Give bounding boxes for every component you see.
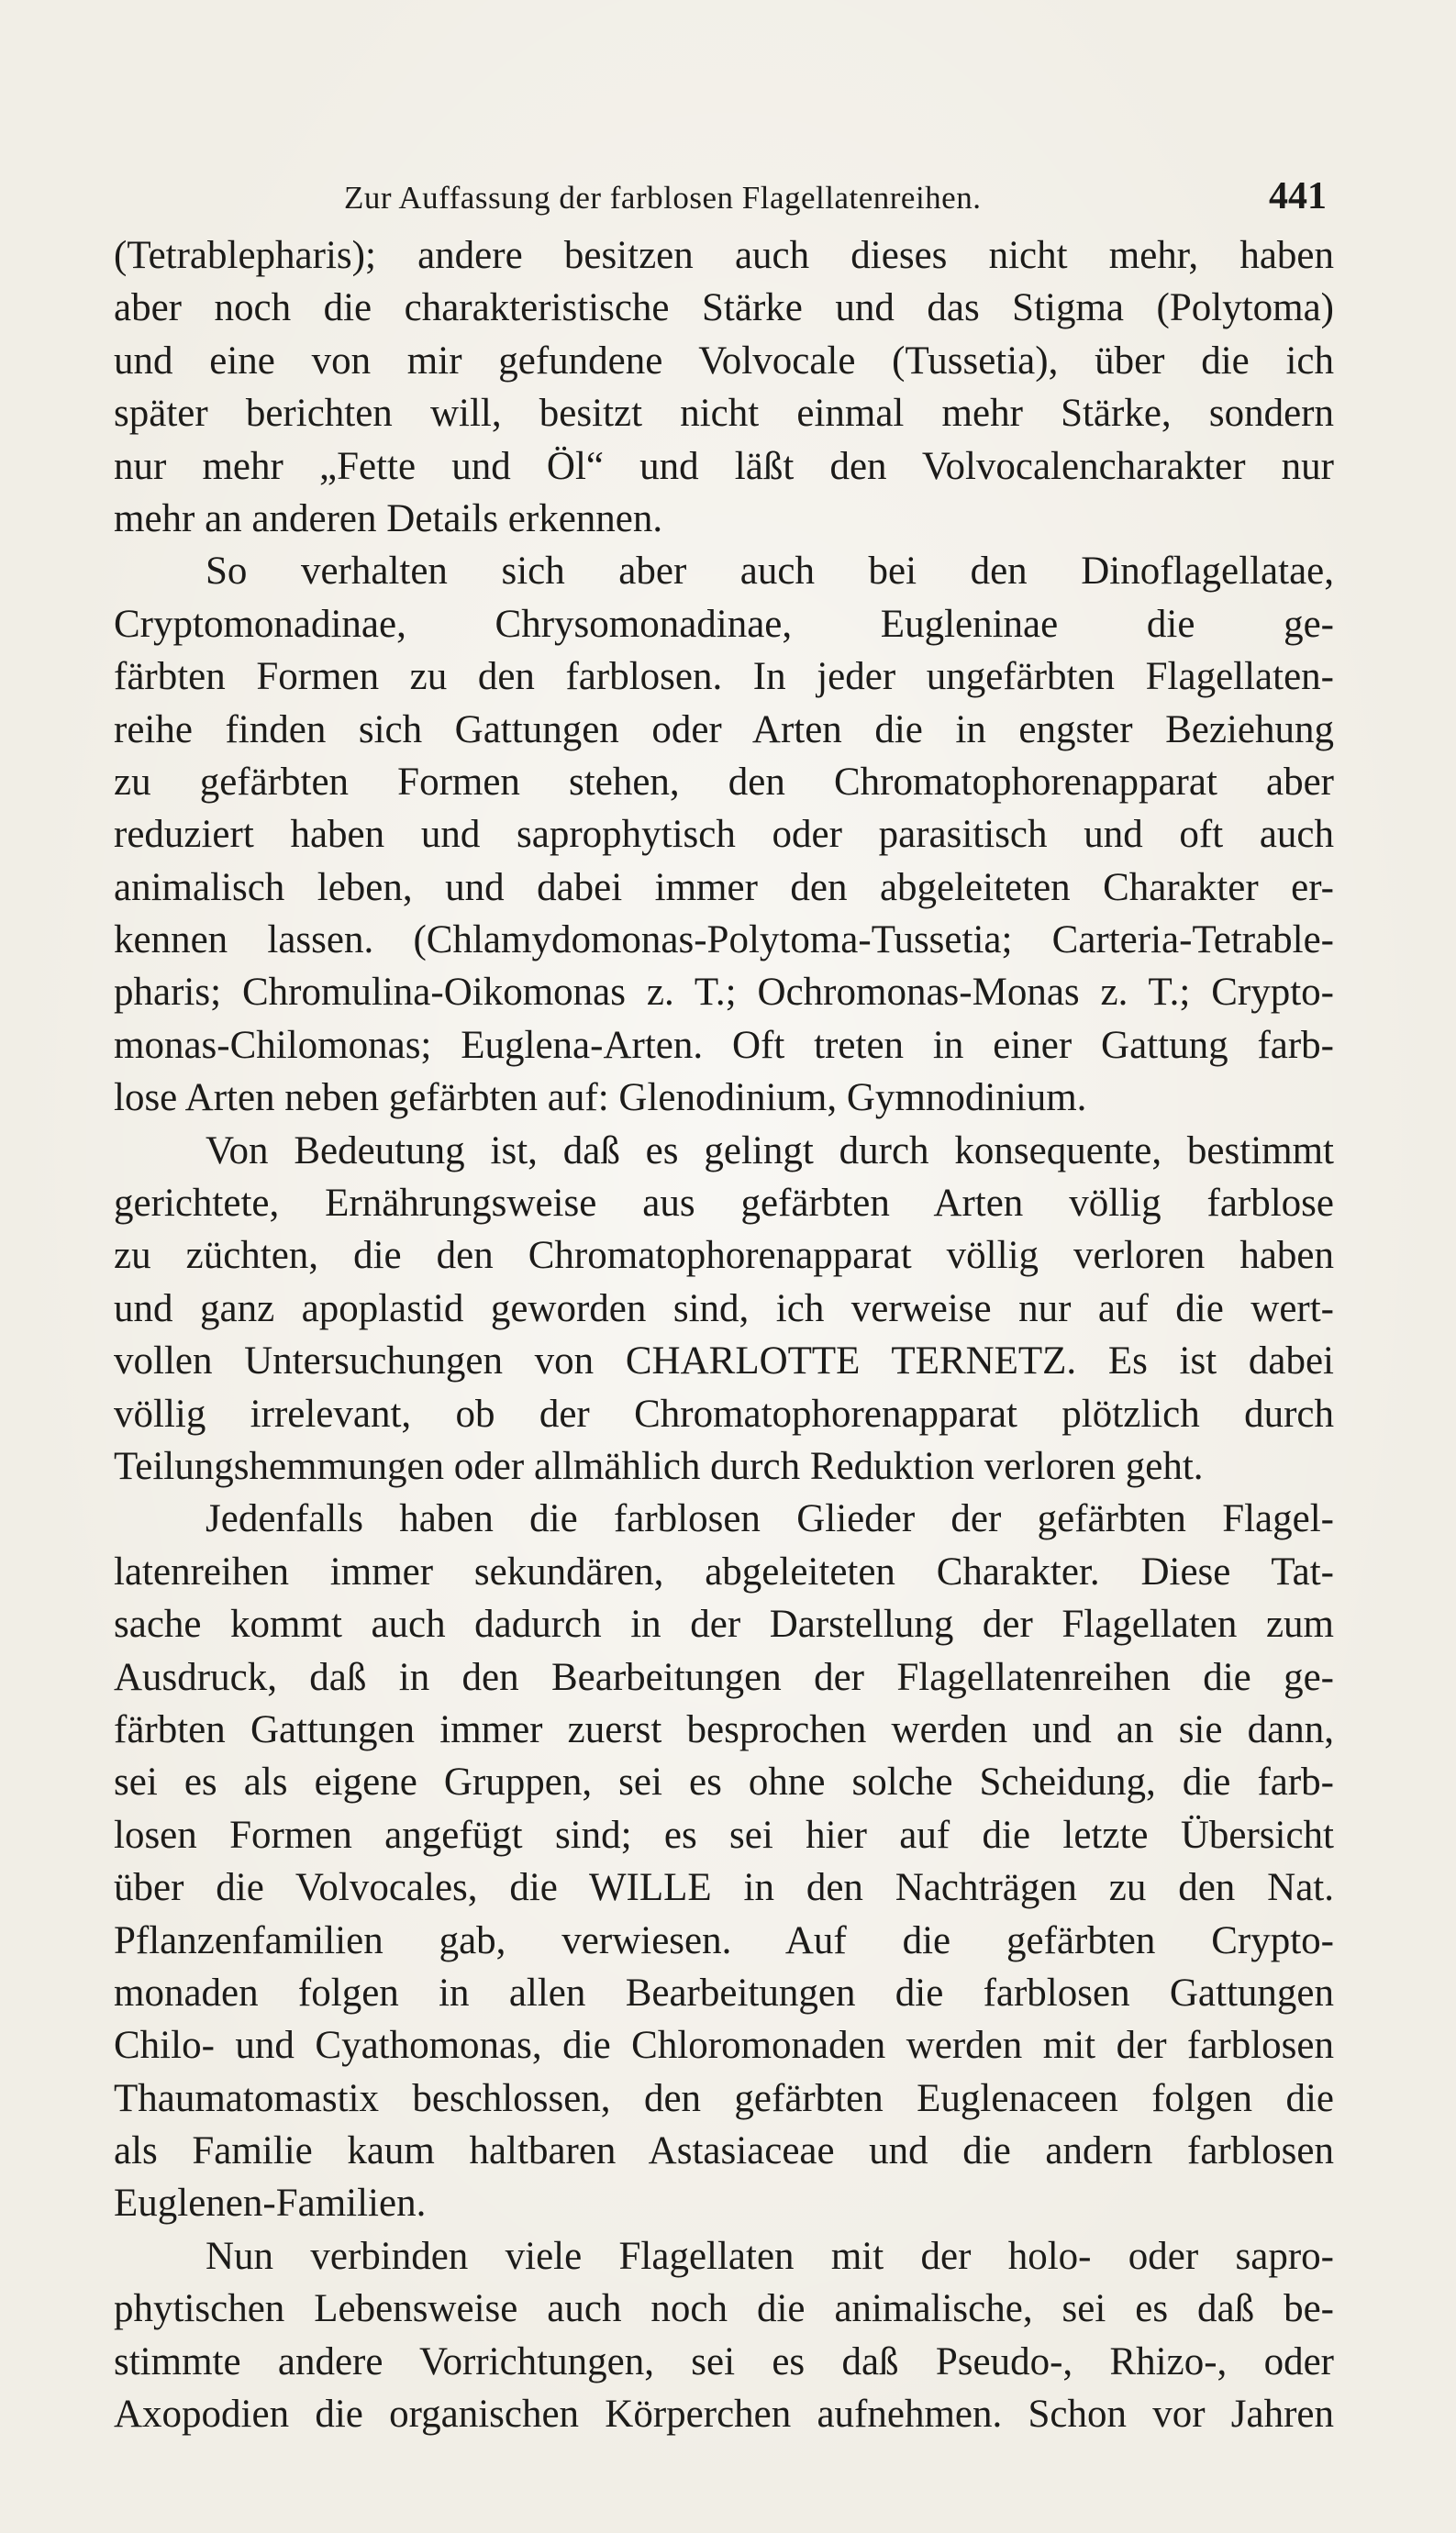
text-line: animalisch leben, und dabei immer den abgeleiteten Charakter er- [114, 865, 1334, 909]
page-number: 441 [1269, 175, 1327, 217]
text-line: sei es als eigene Gruppen, sei es ohne solche Scheidung, die farb- [114, 1761, 1334, 1805]
text-line: vollen Untersuchungen von CHARLOTTE TERNETZ. Es ist dabei [114, 1339, 1334, 1383]
text-line: als Familie kaum haltbaren Astasiaceae und die andern farblosen [114, 2129, 1334, 2173]
text-line: reihe finden sich Gattungen oder Arten die in engster Beziehung [114, 707, 1334, 751]
text-line: Jedenfalls haben die farblosen Glieder der gefärbten Flagel- [206, 1497, 1334, 1541]
text-line: und ganz apoplastid geworden sind, ich verweise nur auf die wert- [114, 1286, 1334, 1330]
text-line: aber noch die charakteristische Stärke und das Stigma (Polytoma) [114, 286, 1334, 330]
text-line: (Tetrablepharis); andere besitzen auch dieses nicht mehr, haben [114, 234, 1334, 277]
text-line: Pflanzenfamilien gab, verwiesen. Auf die gefärbten Crypto- [114, 1918, 1334, 1962]
running-title: Zur Auffassung der farblosen Flagellatenreihen. [344, 180, 982, 216]
text-line: phytischen Lebensweise auch noch die animalische, sei es daß be- [114, 2287, 1334, 2331]
text-line: latenreihen immer sekundären, abgeleiteten Charakter. Diese Tat- [114, 1550, 1334, 1594]
text-line: über die Volvocales, die WILLE in den Nachträgen zu den Nat. [114, 1866, 1334, 1910]
text-line: färbten Gattungen immer zuerst besprochen werden und an sie dann, [114, 1707, 1334, 1751]
text-line: mehr an anderen Details erkennen. [114, 496, 663, 540]
text-line: So verhalten sich aber auch bei den Dinoflagellatae, [206, 550, 1334, 594]
text-line: monas-Chilomonas; Euglena-Arten. Oft treten in einer Gattung farb- [114, 1023, 1334, 1067]
text-line: Cryptomonadinae, Chrysomonadinae, Eugleninae die ge- [114, 602, 1334, 646]
text-line: Euglenen-Familien. [114, 2182, 427, 2226]
text-line: lose Arten neben gefärbten auf: Glenodinium, Gymnodinium. [114, 1076, 1087, 1120]
text-line: monaden folgen in allen Bearbeitungen die farblosen Gattungen [114, 1971, 1334, 2015]
body-text [114, 229, 1334, 2440]
text-line: Chilo- und Cyathomonas, die Chloromonaden werden mit der farblosen [114, 2024, 1334, 2068]
text-line: Nun verbinden viele Flagellaten mit der holo- oder sapro- [206, 2234, 1334, 2278]
text-line: Thaumatomastix beschlossen, den gefärbten Euglenaceen folgen die [114, 2076, 1334, 2120]
text-line: Ausdruck, daß in den Bearbeitungen der Flagellatenreihen die ge- [114, 1655, 1334, 1699]
text-line: kennen lassen. (Chlamydomonas-Polytoma-Tussetia; Carteria-Tetrable- [114, 918, 1334, 962]
text-line: Von Bedeutung ist, daß es gelingt durch konsequente, bestimmt [206, 1128, 1334, 1172]
text-line: und eine von mir gefundene Volvocale (Tussetia), über die ich [114, 339, 1334, 383]
text-line: Axopodien die organischen Körperchen aufnehmen. Schon vor Jahren [114, 2393, 1334, 2437]
text-line: zu gefärbten Formen stehen, den Chromatophorenapparat aber [114, 760, 1334, 804]
text-line: sache kommt auch dadurch in der Darstellung der Flagellaten zum [114, 1603, 1334, 1647]
text-line: reduziert haben und saprophytisch oder parasitisch und oft auch [114, 813, 1334, 857]
text-line: stimmte andere Vorrichtungen, sei es daß Pseudo-, Rhizo-, oder [114, 2339, 1334, 2383]
text-line: später berichten will, besitzt nicht einmal mehr Stärke, sondern [114, 392, 1334, 436]
text-line: gerichtete, Ernährungsweise aus gefärbten Arten völlig farblose [114, 1182, 1334, 1226]
text-line: färbten Formen zu den farblosen. In jeder ungefärbten Flagellaten- [114, 655, 1334, 699]
text-line: völlig irrelevant, ob der Chromatophorenapparat plötzlich durch [114, 1392, 1334, 1436]
text-line: zu züchten, die den Chromatophorenapparat völlig verloren haben [114, 1234, 1334, 1278]
text-line: Teilungshemmungen oder allmählich durch Reduktion verloren geht. [114, 1444, 1204, 1488]
text-line: pharis; Chromulina-Oikomonas z. T.; Ochromonas-Monas z. T.; Crypto- [114, 971, 1334, 1015]
text-line: nur mehr „Fette und Öl“ und läßt den Volvocalencharakter nur [114, 444, 1334, 488]
text-line: losen Formen angefügt sind; es sei hier auf die letzte Übersicht [114, 1813, 1334, 1857]
